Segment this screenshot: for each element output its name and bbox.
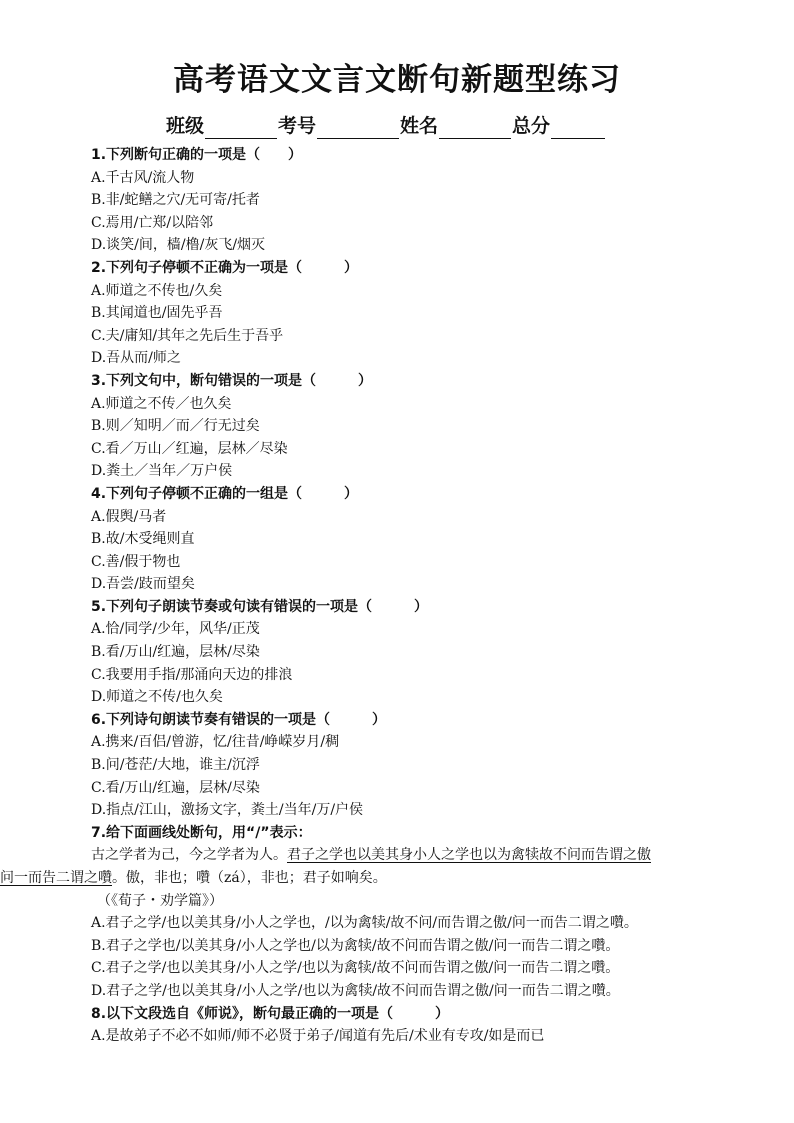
question-2 [91, 257, 751, 370]
option-c: C.善/假于物也 [91, 553, 181, 570]
option-d: D.君子之学/也以美其身/小人之学/也以为禽犊/故不问而告谓之傲/问一而告二谓之囋。 [91, 982, 620, 999]
option-b: B.看/万山/红遍，层林/尽染 [91, 644, 260, 661]
option-d: D.指点/江山，激扬文字，粪土/当年/万/户侯 [91, 802, 364, 819]
score-blank [551, 116, 605, 139]
question-title: 3.下列文句中，断句错误的一项是（ ） [91, 372, 373, 389]
question-8 [91, 1003, 751, 1048]
question-1 [91, 144, 751, 257]
option-c: C.焉用/亡郑/以陪邻 [91, 214, 214, 231]
option-b: B.故/木受绳则直 [91, 531, 195, 548]
option-c: C.夫/庸知/其年之先后生于吾乎 [91, 327, 284, 344]
name-blank [439, 116, 511, 139]
option-b: B.非/蛇鳝之穴/无可寄/托者 [91, 192, 260, 209]
page-title: 高考语文文言文断句新题型练习 [173, 62, 621, 98]
passage-source: （《荀子・劝学篇》） [97, 892, 223, 909]
student-info-row [166, 109, 606, 139]
option-b: B.则／知明／而／行无过矣 [91, 418, 260, 435]
option-b: B.君子之学也/以美其身/小人之学也/以为禽犊/故不问而告谓之傲/问一而告二谓之囋。 [91, 937, 620, 954]
option-b: B.问/苍茫/大地，谁主/沉浮 [91, 757, 260, 774]
question-4 [91, 483, 751, 596]
option-c: C.看／万山／红遍，层林／尽染 [91, 440, 288, 457]
question-list [0, 144, 751, 1048]
option-d: D.吾从而/师之 [91, 350, 181, 367]
option-a: A.恰/同学/少年，风华/正茂 [91, 621, 260, 638]
question-7 [0, 822, 751, 1003]
class-blank [205, 116, 277, 139]
option-d: D.吾尝/跂而望矣 [91, 576, 195, 593]
question-title: 2.下列句子停顿不正确为一项是（ ） [91, 259, 359, 276]
question-3 [91, 370, 751, 483]
question-title: 4.下列句子停顿不正确的一组是（ ） [91, 485, 359, 502]
option-a: A.千古风/流人物 [91, 169, 195, 186]
option-d: D.师道之不传/也久矣 [91, 689, 223, 706]
passage-underlined-part-1: 君子之学也以美其身小人之学也以为禽犊故不问而告谓之傲 [287, 847, 651, 864]
name-label: 姓名 [400, 115, 439, 137]
passage-underlined-part-2: 问一而告二谓之囋 [0, 870, 112, 886]
passage-plain-start: 古之学者为己，今之学者为人。 [91, 847, 287, 864]
option-c: C.君子之学/也以美其身/小人之学/也以为禽犊/故不问而告谓之傲/问一而告二谓之囋。 [91, 960, 620, 977]
exam-no-blank [317, 116, 399, 139]
option-d: D.谈笑/间，樯/橹/灰飞/烟灭 [91, 237, 266, 254]
option-c: C.我要用手指/那涌向天边的排浪 [91, 666, 293, 683]
question-title: 1.下列断句正确的一项是（ ） [91, 147, 303, 163]
option-b: B.其闻道也/固先乎吾 [91, 305, 223, 322]
class-label: 班级 [166, 115, 205, 137]
question-6 [91, 709, 751, 822]
score-label: 总分 [512, 115, 551, 137]
option-a: A.师道之不传／也久矣 [91, 395, 232, 412]
exam-no-label: 考号 [278, 115, 317, 137]
option-a: A.是故弟子不必不如师/师不必贤于弟子/闻道有先后/术业有专攻/如是而已 [91, 1028, 545, 1045]
question-title: 7.给下面画线处断句，用“/”表示： [91, 824, 312, 841]
option-a: A.假舆/马者 [91, 508, 167, 525]
question-title: 8.以下文段选自《师说》，断句最正确的一项是（ ） [91, 1005, 450, 1022]
passage [0, 844, 741, 889]
option-d: D.粪土／当年／万户侯 [91, 463, 233, 480]
question-title: 5.下列句子朗读节奏或句读有错误的一项是（ ） [91, 598, 429, 615]
question-5 [91, 596, 751, 709]
option-a: A.君子之学/也以美其身/小人之学也，/以为禽犊/故不问/而告谓之傲/问一而告二谓之囋。 [91, 915, 638, 932]
passage-plain-end: 。傲，非也；囋（zá），非也；君子如响矣。 [112, 870, 387, 886]
option-c: C.看/万山/红遍，层林/尽染 [91, 779, 260, 796]
option-a: A.师道之不传也/久矣 [91, 282, 223, 299]
question-title: 6.下列诗句朗读节奏有错误的一项是（ ） [91, 711, 387, 728]
option-a: A.携来/百侣/曾游，忆/往昔/峥嵘岁月/稠 [91, 734, 340, 751]
